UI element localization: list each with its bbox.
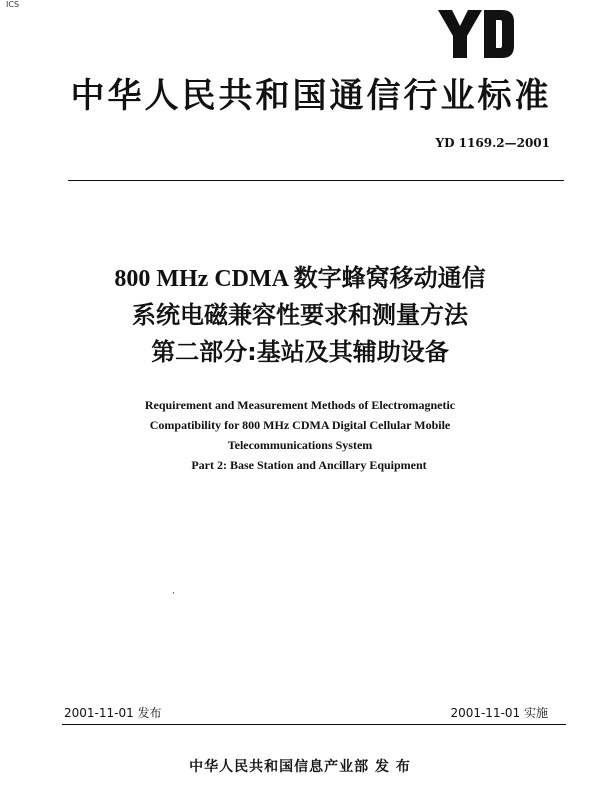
corner-mark: ICS [6, 0, 20, 9]
chinese-title-line-1-suffix: 数字蜂窝移动通信 [293, 264, 486, 292]
issue-date: 2001-11-01 发布 [64, 706, 162, 720]
chinese-title-line-2: 系统电磁兼容性要求和测量方法 [132, 301, 468, 329]
chinese-title-line-3: 第二部分:基站及其辅助设备 [151, 338, 449, 366]
stray-mark: , [172, 586, 175, 596]
publisher: 中华人民共和国信息产业部 发 布 [189, 759, 411, 775]
header-divider [68, 180, 564, 181]
standard-type-title: 中华人民共和国通信行业标准 [70, 76, 552, 116]
standard-number: YD 1169.2—2001 [435, 136, 550, 150]
english-title-line-2: Compatibility for 800 MHz CDMA Digital Cellular Mobile [149, 418, 451, 432]
implementation-date: 2001-11-01 实施 [450, 706, 548, 720]
logo-letter-y [438, 10, 482, 58]
english-title-line-3: Telecommunications System [227, 438, 373, 452]
chinese-title-line-1 [0, 263, 600, 294]
english-title-line-4: Part 2: Base Station and Ancillary Equipment [191, 458, 427, 472]
chinese-title-line-1-prefix: 800 MHz CDMA [114, 266, 294, 292]
yd-logo [436, 8, 516, 60]
logo-letter-d [484, 10, 514, 58]
footer-divider [62, 724, 566, 725]
english-title-line-1: Requirement and Measurement Methods of Electromagnetic [144, 398, 456, 412]
